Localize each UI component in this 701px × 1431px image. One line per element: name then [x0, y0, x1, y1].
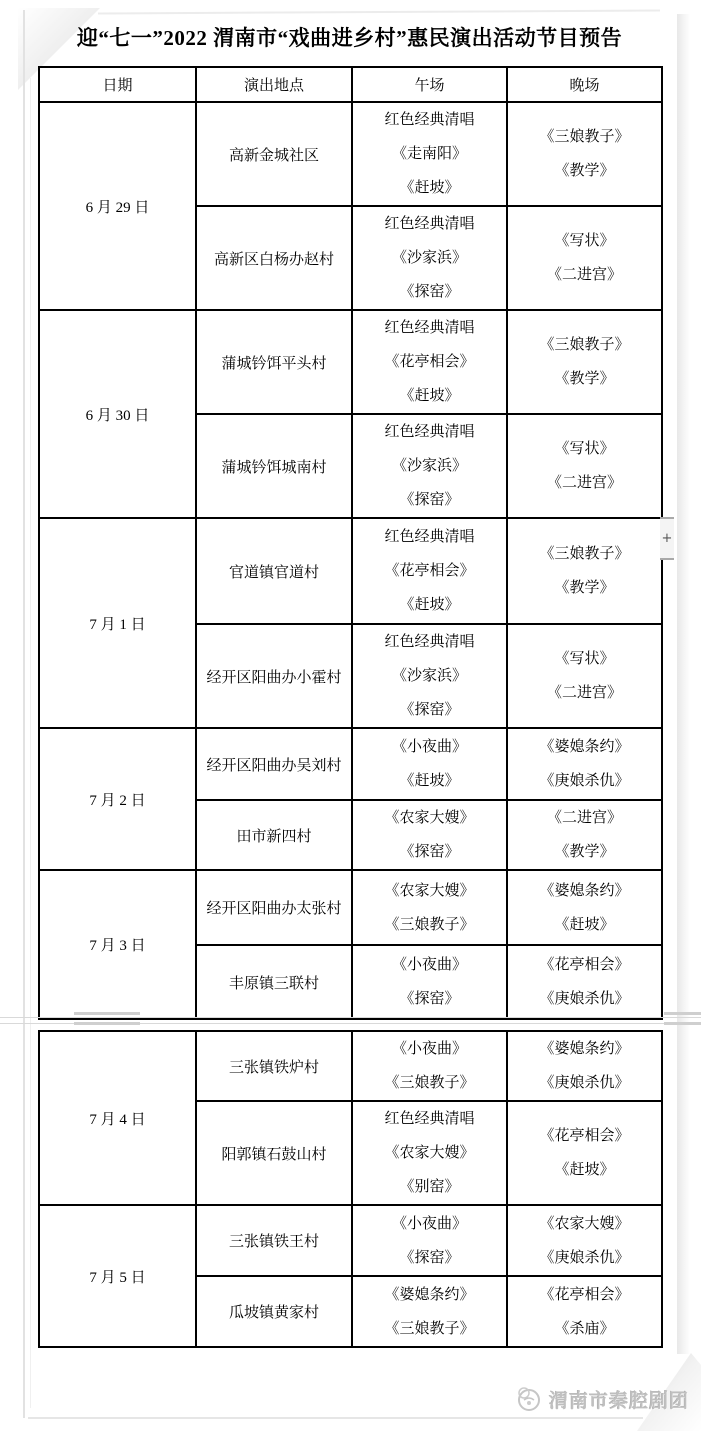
evening-cell: 《三娘教子》 《教学》 [507, 102, 662, 206]
date-cell: 6 月 30 日 [39, 310, 196, 518]
venue-cell: 高新金城社区 [196, 102, 352, 206]
page-break-mark [74, 1022, 140, 1025]
table-expand-button[interactable]: + [660, 517, 674, 560]
evening-cell: 《三娘教子》 《教学》 [507, 310, 662, 414]
schedule-table-page2 [38, 1030, 663, 1348]
noon-cell: 《小夜曲》 《三娘教子》 [352, 1031, 507, 1101]
evening-cell: 《二进宫》 《教学》 [507, 800, 662, 870]
noon-cell: 《小夜曲》 《赶坡》 [352, 728, 507, 800]
header-evening: 晚场 [507, 67, 662, 102]
noon-cell: 《小夜曲》 《探窑》 [352, 1205, 507, 1276]
paper-top-edge [98, 10, 660, 15]
venue-cell: 阳郭镇石鼓山村 [196, 1101, 352, 1205]
page-break-mark [664, 1022, 701, 1025]
venue-cell: 蒲城钤饵平头村 [196, 310, 352, 414]
date-cell: 6 月 29 日 [39, 102, 196, 310]
venue-cell: 经开区阳曲办小霍村 [196, 624, 352, 728]
troupe-name: 渭南市秦腔剧团 [549, 1390, 690, 1412]
header-noon: 午场 [352, 67, 507, 102]
page-title: 迎“七一”2022 渭南市“戏曲进乡村”惠民演出活动节目预告 [76, 26, 623, 50]
noon-cell: 《婆媳条约》 《三娘教子》 [352, 1276, 507, 1347]
paper-right-edge [677, 14, 690, 1354]
header-venue: 演出地点 [196, 67, 352, 102]
evening-cell: 《花亭相会》 《庚娘杀仇》 [507, 945, 662, 1019]
table-row [39, 310, 662, 414]
venue-cell: 三张镇铁炉村 [196, 1031, 352, 1101]
evening-cell: 《花亭相会》 《赶坡》 [507, 1101, 662, 1205]
evening-cell: 《婆媳条约》 《庚娘杀仇》 [507, 728, 662, 800]
noon-cell: 红色经典清唱 《沙家浜》 《探窑》 [352, 206, 507, 310]
table-row [39, 728, 662, 800]
date-cell: 7 月 1 日 [39, 518, 196, 728]
date-cell: 7 月 2 日 [39, 728, 196, 870]
paper-bottom-edge [28, 1417, 643, 1419]
evening-cell: 《写状》 《二进宫》 [507, 624, 662, 728]
venue-cell: 三张镇铁王村 [196, 1205, 352, 1276]
evening-cell: 《写状》 《二进宫》 [507, 206, 662, 310]
date-cell: 7 月 3 日 [39, 870, 196, 1019]
table-row [39, 518, 662, 624]
troupe-watermark [515, 1383, 690, 1415]
venue-cell: 官道镇官道村 [196, 518, 352, 624]
evening-cell: 《三娘教子》 《教学》 [507, 518, 662, 624]
venue-cell: 蒲城钤饵城南村 [196, 414, 352, 518]
noon-cell: 红色经典清唱 《走南阳》 《赶坡》 [352, 102, 507, 206]
evening-cell: 《农家大嫂》 《庚娘杀仇》 [507, 1205, 662, 1276]
paper-left-edge [23, 10, 25, 1418]
venue-cell: 丰原镇三联村 [196, 945, 352, 1019]
schedule-table-page1 [38, 66, 663, 1020]
noon-cell: 红色经典清唱 《沙家浜》 《探窑》 [352, 414, 507, 518]
page-break-mark [664, 1012, 701, 1015]
troupe-logo-icon [515, 1385, 543, 1413]
table-row [39, 870, 662, 945]
venue-cell: 经开区阳曲办太张村 [196, 870, 352, 945]
venue-cell: 田市新四村 [196, 800, 352, 870]
evening-cell: 《婆媳条约》 《赶坡》 [507, 870, 662, 945]
noon-cell: 红色经典清唱 《花亭相会》 《赶坡》 [352, 518, 507, 624]
evening-cell: 《花亭相会》 《杀庙》 [507, 1276, 662, 1347]
page-break-mark [74, 1012, 140, 1015]
venue-cell: 瓜坡镇黄家村 [196, 1276, 352, 1347]
evening-cell: 《婆媳条约》 《庚娘杀仇》 [507, 1031, 662, 1101]
noon-cell: 红色经典清唱 《农家大嫂》 《别窑》 [352, 1101, 507, 1205]
paper-left-edge-inner [30, 78, 31, 1408]
date-cell: 7 月 4 日 [39, 1031, 196, 1205]
table-row [39, 1205, 662, 1276]
noon-cell: 《小夜曲》 《探窑》 [352, 945, 507, 1019]
venue-cell: 经开区阳曲办吴刘村 [196, 728, 352, 800]
table-row [39, 102, 662, 206]
page-break-line [0, 1017, 701, 1018]
noon-cell: 《农家大嫂》 《探窑》 [352, 800, 507, 870]
evening-cell: 《写状》 《二进宫》 [507, 414, 662, 518]
venue-cell: 高新区白杨办赵村 [196, 206, 352, 310]
noon-cell: 红色经典清唱 《沙家浜》 《探窑》 [352, 624, 507, 728]
table-row [39, 1031, 662, 1101]
date-cell: 7 月 5 日 [39, 1205, 196, 1347]
noon-cell: 红色经典清唱 《花亭相会》 《赶坡》 [352, 310, 507, 414]
header-date: 日期 [39, 67, 196, 102]
noon-cell: 《农家大嫂》 《三娘教子》 [352, 870, 507, 945]
header-row [39, 67, 662, 102]
